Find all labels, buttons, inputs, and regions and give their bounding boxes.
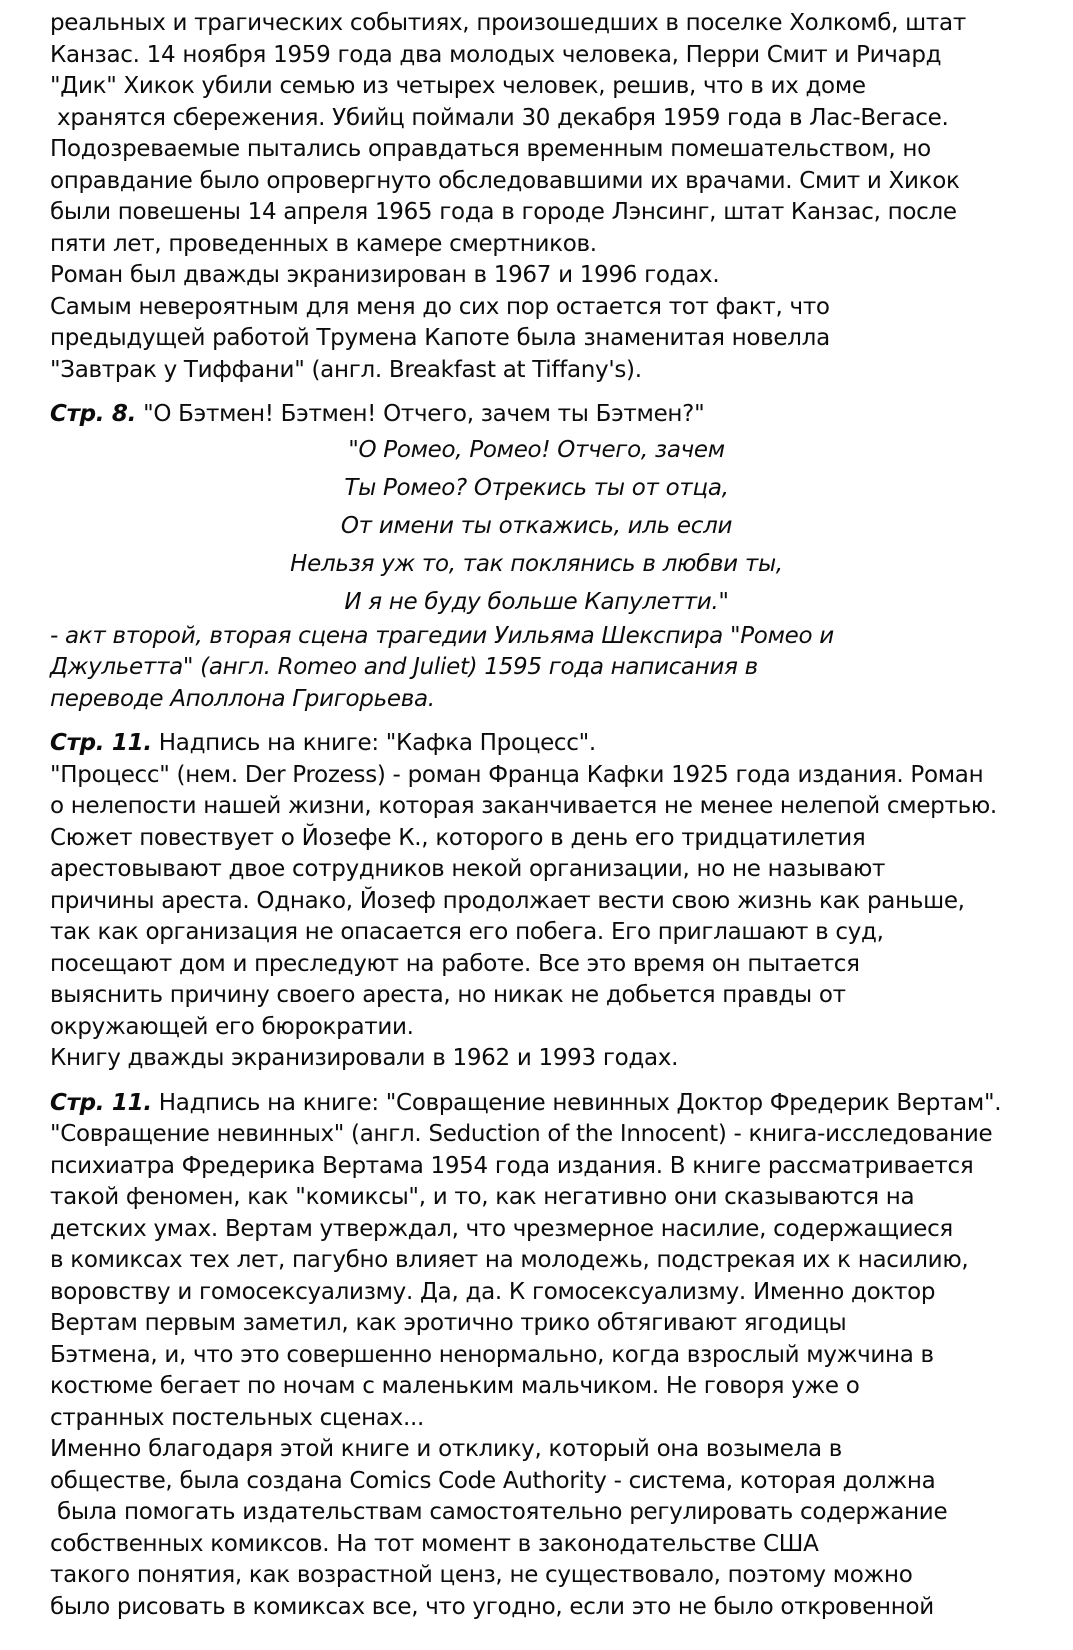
text-line [50,166,1043,198]
text-line [50,621,1043,653]
text-line [50,583,1023,621]
text-line [50,1466,1043,1498]
text-line [50,1403,1043,1435]
text-line [50,323,1043,355]
line-text: Сюжет повествует о Йозефе К., которого в день его тридцатилетия [50,824,866,851]
line-text: "Дик" Хикок убили семью из четырех человек, решив, что в их доме [50,73,866,99]
text-line [50,652,1043,684]
text-line [50,1371,1043,1403]
line-text: о нелепости нашей жизни, которая заканчивается не менее нелепой смертью. [50,793,997,819]
text-line [50,1119,1043,1151]
line-text: Нельзя уж то, так поклянись в любви ты, [290,550,783,577]
text-line [50,1592,1043,1624]
line-text: "Процесс" (нем. Der Prozess) - роман Франца Кафки 1925 года издания. Роман [50,761,984,788]
text-line [50,1434,1043,1466]
line-text: были повешены 14 апреля 1965 года в городе Лэнсинг, штат Канзас, после [50,199,957,225]
line-text: была помогать издательствам самостоятельно регулировать содержание [50,1499,948,1525]
line-text: И я не буду больше Капулетти." [344,588,729,615]
text-line [50,823,1043,855]
text-line [50,545,1023,583]
page-ref-label: Стр. 11. [50,1089,152,1116]
line-text: - акт второй, вторая сцена трагедии Уильяма Шекспира "Ромео и [50,622,834,649]
line-text: "Совращение невинных" (англ. Seduction of the Innocent) - книга-исследование [50,1121,993,1147]
page-ref-label: Стр. 8. [50,401,137,427]
line-text: "О Бэтмен! Бэтмен! Отчего, зачем ты Бэтмен?" [136,401,705,427]
text-line [50,980,1043,1012]
line-text: Именно благодаря этой книге и отклику, который она возымела в [50,1436,843,1462]
text-line [50,917,1043,949]
text-line [50,1340,1043,1372]
line-text: хранятся сбережения. Убийц поймали 30 декабря 1959 года в Лас-Вегасе. [50,104,949,131]
line-text: посещают дом и преследуют на работе. Все это время он пытается [50,950,860,977]
line-text: в комиксах тех лет, пагубно влияет на молодежь, подстрекая их к насилию, [50,1247,969,1273]
text-line [50,134,1043,166]
text-line [50,355,1043,387]
line-text: оправдание было опровергнуто обследовавшими их врачами. Смит и Хикок [50,167,960,194]
text-line [50,760,1043,792]
text-line [50,684,1043,716]
line-text: так как организация не опасается его побега. Его приглашают в суд, [50,919,884,945]
text-line [50,399,1043,431]
text-line [50,791,1043,823]
line-text: костюме бегает по ночам с маленьким мальчиком. Не говоря уже о [50,1373,860,1399]
line-text: Джульетта" (англ. Romeo and Juliet) 1595 года написания в [50,654,758,680]
text-line [50,292,1043,324]
text-line [50,1529,1043,1561]
text-line [50,431,1023,469]
text-line [50,1151,1043,1183]
text-line [50,40,1043,72]
line-text: "Завтрак у Тиффани" (англ. Breakfast at Tiffany's). [50,356,642,383]
text-line [50,229,1043,261]
line-text: детских умах. Вертам утверждал, что чрезмерное насилие, содержащиеся [50,1215,953,1242]
text-line [50,8,1043,40]
text-line [50,103,1043,135]
text-line [50,71,1043,103]
text-line [50,1012,1043,1044]
line-text: пяти лет, проведенных в камере смертников. [50,230,597,257]
text-line [50,949,1043,981]
line-text: Канзас. 14 ноября 1959 года два молодых человека, Перри Смит и Ричард [50,41,942,68]
line-text: Роман был дважды экранизирован в 1967 и 1996 годах. [50,262,720,288]
text-line [50,507,1023,545]
line-text: Надпись на книге: "Совращение невинных Доктор Фредерик Вертам". [151,1089,1002,1116]
text-line [50,1214,1043,1246]
line-text: причины ареста. Однако, Йозеф продолжает вести свою жизнь как раньше, [50,887,965,914]
line-text: обществе, была создана Comics Code Authority - система, которая должна [50,1467,936,1494]
line-text: такой феномен, как "комиксы", и то, как негативно они сказываются на [50,1184,915,1210]
text-line [50,886,1043,918]
text-line [50,1043,1043,1075]
line-text: Надпись на книге: "Кафка Процесс". [151,730,596,756]
line-text: собственных комиксов. На тот момент в законодательстве США [50,1530,819,1557]
text-line [50,1497,1043,1529]
line-text: От имени ты откажись, иль если [340,512,733,539]
text-line [50,469,1023,507]
text-line [50,1560,1043,1592]
notes-text-block [50,8,1043,1623]
page-ref-label: Стр. 11. [50,730,152,756]
text-line [50,260,1043,292]
line-text: арестовывают двое сотрудников некой организации, но не называют [50,856,886,882]
line-text: странных постельных сценах... [50,1404,425,1431]
text-line [50,1308,1043,1340]
line-text: Ты Ромео? Отрекись ты от отца, [344,474,729,501]
line-text: было рисовать в комиксах все, что угодно, если это не было откровенной [50,1593,934,1620]
text-line [50,728,1043,760]
line-text: выяснить причину своего ареста, но никак не добьется правды от [50,982,846,1008]
line-text: Вертам первым заметил, как эротично трико обтягивают ягодицы [50,1310,847,1336]
text-line [50,1277,1043,1309]
line-text: реальных и трагических событиях, произошедших в поселке Холкомб, штат [50,10,966,36]
line-text: Бэтмена, и, что это совершенно ненормально, когда взрослый мужчина в [50,1341,934,1368]
line-text: воровству и гомосексуализму. Да, да. К гомосексуализму. Именно доктор [50,1278,936,1305]
line-text: окружающей его бюрократии. [50,1013,414,1040]
text-line [50,1088,1043,1120]
line-text: переводе Аполлона Григорьева. [50,685,435,712]
line-text: такого понятия, как возрастной ценз, не существовало, поэтому можно [50,1562,913,1588]
text-line [50,197,1043,229]
line-text: Книгу дважды экранизировали в 1962 и 1993 годах. [50,1045,679,1071]
line-text: Подозреваемые пытались оправдаться временным помешательством, но [50,136,931,162]
text-line [50,1245,1043,1277]
line-text: "О Ромео, Ромео! Отчего, зачем [348,436,725,463]
line-text: Самым невероятным для меня до сих пор остается тот факт, что [50,293,830,320]
text-line [50,1182,1043,1214]
text-line [50,854,1043,886]
line-text: предыдущей работой Трумена Капоте была знаменитая новелла [50,325,830,351]
line-text: психиатра Фредерика Вертама 1954 года издания. В книге рассматривается [50,1152,974,1179]
